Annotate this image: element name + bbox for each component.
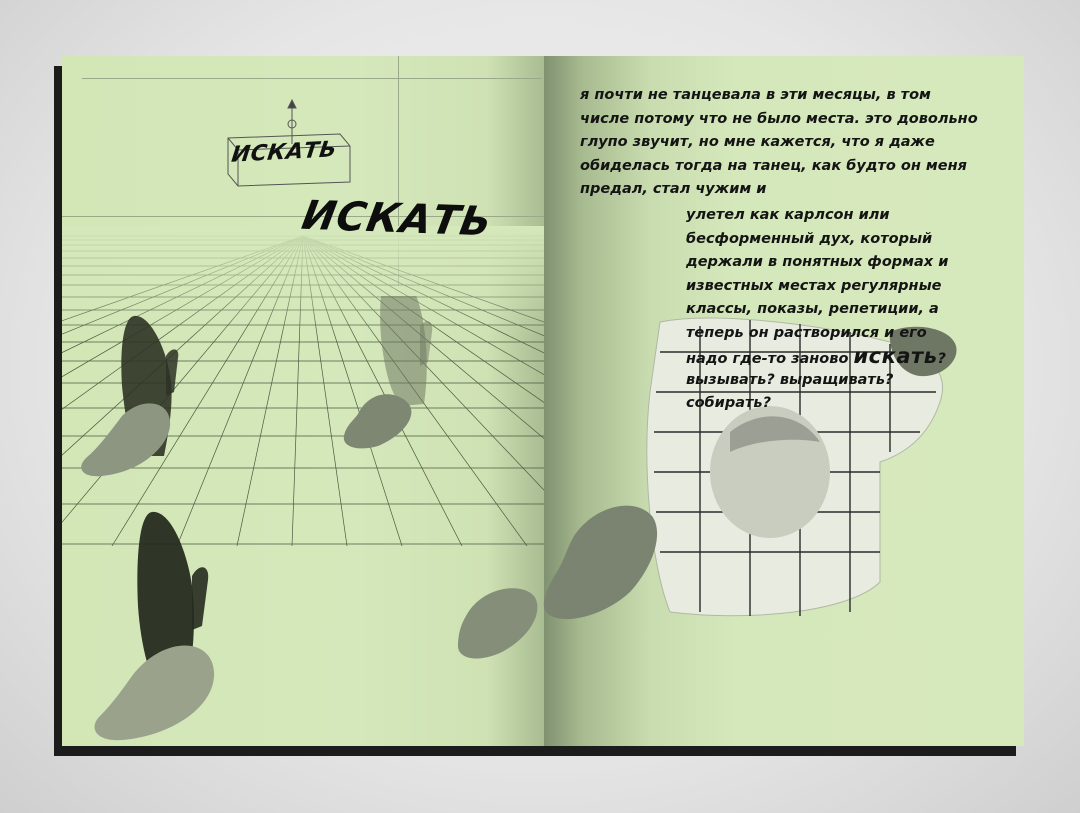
text-line: улетел как карлсон или xyxy=(686,207,890,223)
right-page xyxy=(544,56,1024,746)
text-line: классы, показы, репетиции, а xyxy=(686,301,939,317)
text-line: держали в понятных формах и xyxy=(686,254,949,270)
magazine-spread xyxy=(62,56,1024,746)
foot-cutout xyxy=(534,496,674,656)
text-line: теперь он растворился и его xyxy=(686,324,927,341)
dancer-cutouts xyxy=(62,296,544,746)
heading-small: ИСКАТЬ xyxy=(230,137,339,168)
heading-large: ИСКАТЬ xyxy=(298,192,496,246)
emphasis-word: искать xyxy=(853,344,938,368)
text-line: бесформенный дух, который xyxy=(686,230,933,247)
text-line: я почти не танцевала в эти месяцы, в том xyxy=(580,87,931,103)
text-line: вызывать? выращивать? xyxy=(686,371,894,388)
paragraph-bottom xyxy=(686,204,948,416)
text-line-emphasis xyxy=(686,345,948,369)
text-line: обиделась тогда на танец, как будто он меня xyxy=(580,157,967,174)
text-fragment: надо где-то заново xyxy=(686,351,854,367)
text-fragment: ? xyxy=(937,351,946,367)
text-line: собирать? xyxy=(686,395,771,411)
text-line: глупо звучит, но мне кажется, что я даже xyxy=(580,134,935,150)
text-line: числе потому что не было места. это довольно xyxy=(580,110,978,127)
paragraph-top xyxy=(580,84,978,202)
guide-line xyxy=(82,78,542,79)
text-line: известных местах регулярные xyxy=(686,277,942,294)
left-page xyxy=(62,56,544,746)
text-line: предал, стал чужим и xyxy=(580,181,767,197)
